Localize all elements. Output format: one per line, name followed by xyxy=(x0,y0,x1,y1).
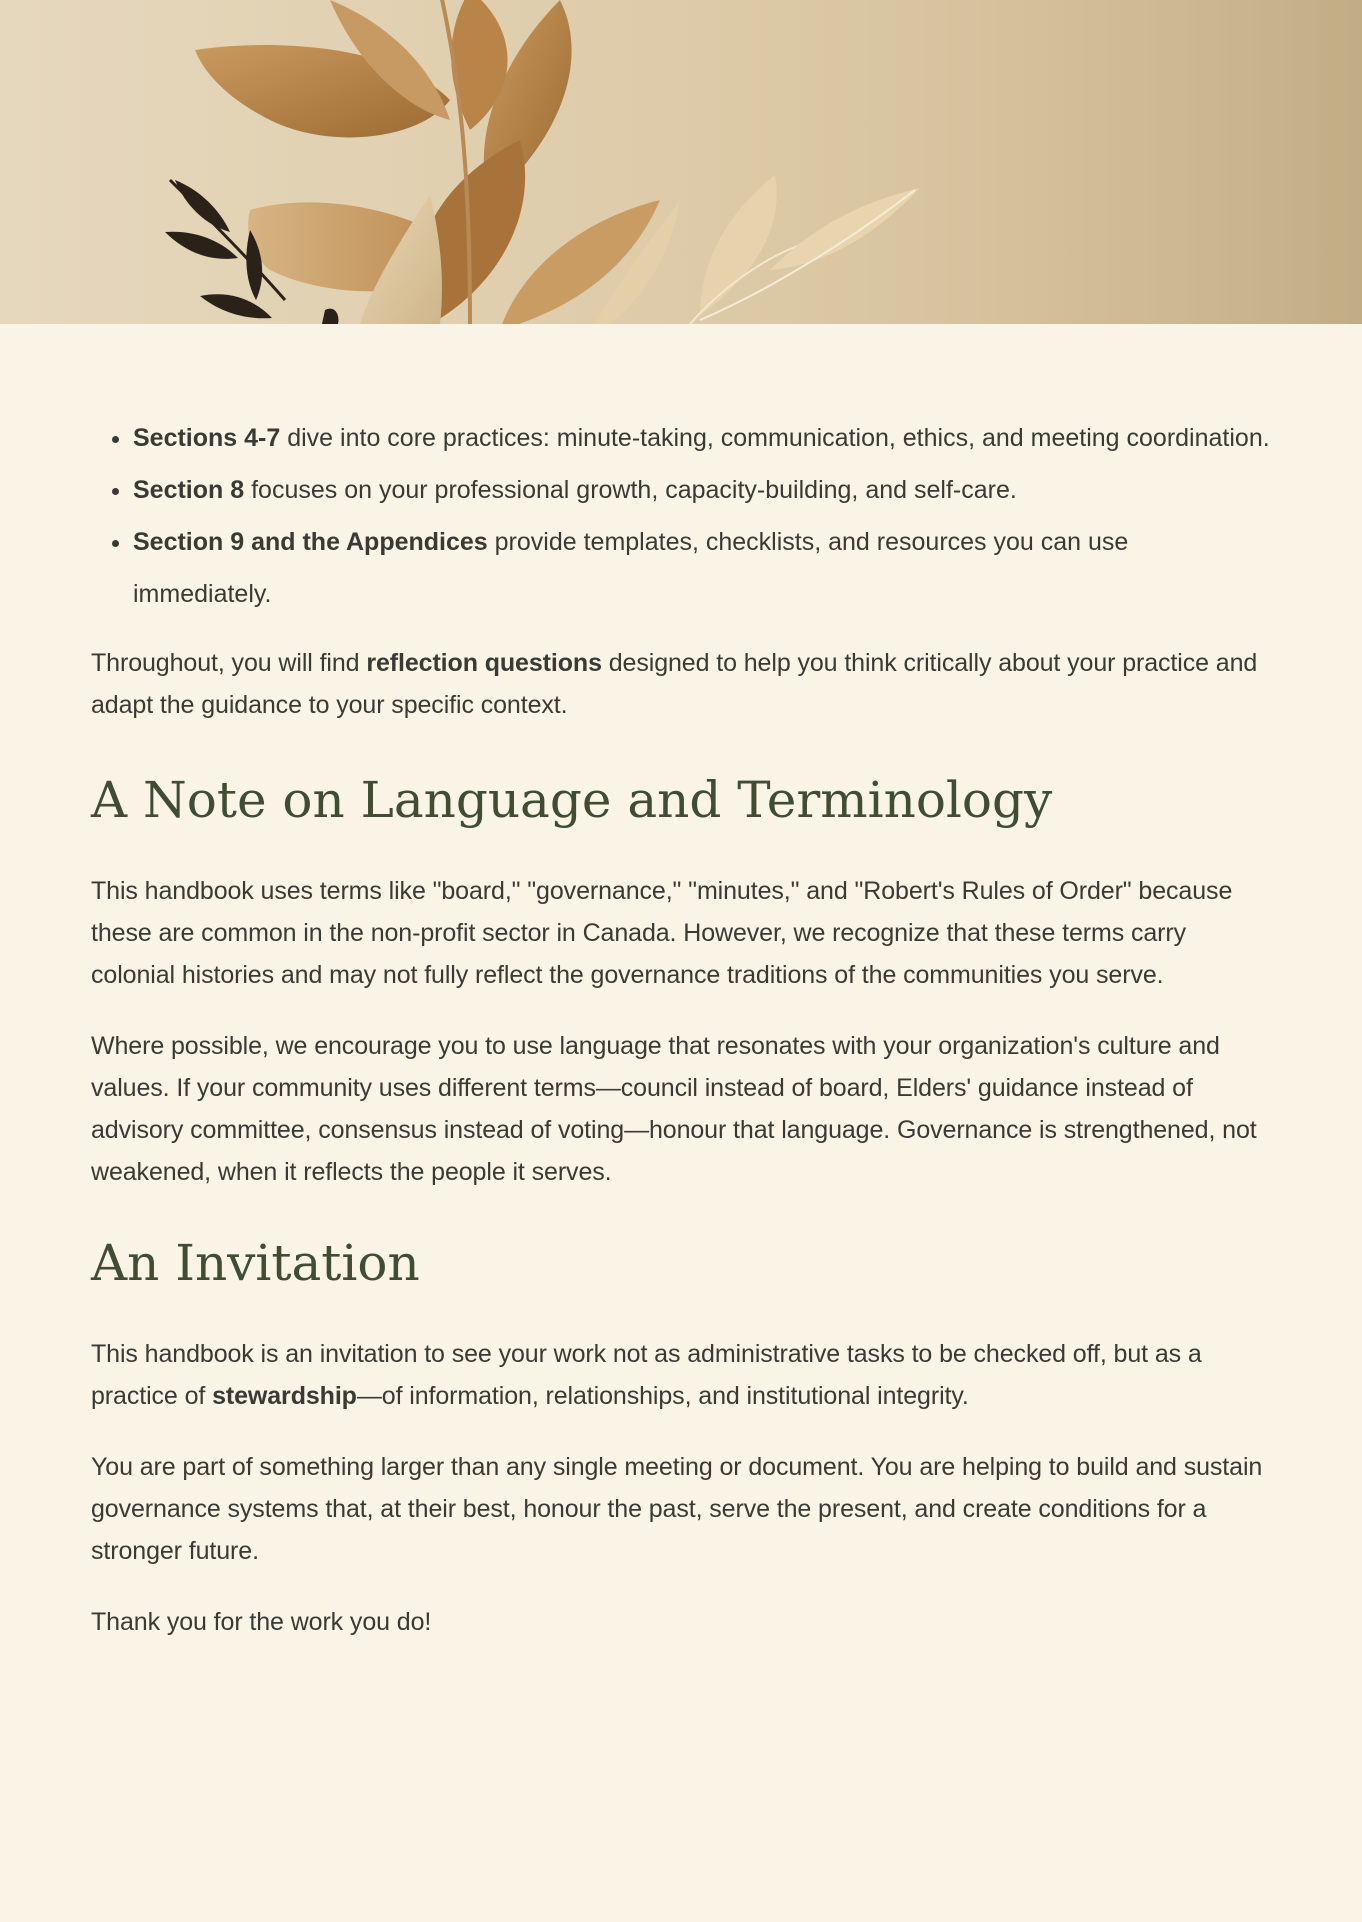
invitation-paragraph-2: You are part of something larger than any single meeting or document. You are helping to build and sustain governance systems that, at their best, honour the past, serve the present, and create conditions for a stronger future. xyxy=(91,1453,1263,1565)
document-body xyxy=(0,324,1362,1643)
invitation-paragraph-1 xyxy=(91,1333,1271,1417)
language-paragraph-2: Where possible, we encourage you to use language that resonates with your organization's culture and values. If your community uses different terms—council instead of board, Elders' guidance instead of advisory committee, consensus instead of voting—honour that language. Governance is strengthened, not weakened, when it reflects the people it serves. xyxy=(91,1032,1257,1186)
language-paragraph-1: This handbook uses terms like "board," "governance," "minutes," and "Robert's Rules of Order" because these are common in the non-profit sector in Canada. However, we recognize that these terms carry colonial histories and may not fully reflect the governance traditions of the communities you serve. xyxy=(91,877,1233,989)
list-item xyxy=(133,516,1271,620)
intro-text-after: designed to help you think critically about your practice and adapt the guidance to your specific context. xyxy=(91,649,1258,719)
language-heading: A Note on Language and Terminology xyxy=(91,771,1053,829)
invitation-text-after: —of information, relationships, and institutional integrity. xyxy=(356,1382,969,1410)
intro-bold: reflection questions xyxy=(366,649,602,677)
invitation-bold: stewardship xyxy=(212,1382,357,1410)
list-item-text: dive into core practices: minute-taking, communication, ethics, and meeting coordination. xyxy=(280,424,1270,452)
intro-paragraph xyxy=(91,642,1271,726)
list-item-text: provide templates, checklists, and resources you can use immediately. xyxy=(133,528,1129,608)
list-item-bold: Sections 4-7 xyxy=(133,424,281,452)
closing-thanks: Thank you for the work you do! xyxy=(91,1608,432,1636)
sections-list xyxy=(91,412,1271,620)
list-item xyxy=(133,464,1271,516)
paper-leaves-illustration xyxy=(0,0,1362,324)
list-item-bold: Section 8 xyxy=(133,476,245,504)
list-item xyxy=(133,412,1271,464)
invitation-text-before: This handbook is an invitation to see your work not as administrative tasks to be checked off, but as a practice of xyxy=(91,1340,1202,1410)
list-item-bold: Section 9 and the Appendices xyxy=(133,528,488,556)
hero-banner xyxy=(0,0,1362,324)
list-item-text: focuses on your professional growth, capacity-building, and self-care. xyxy=(244,476,1017,504)
intro-text-before: Throughout, you will find xyxy=(91,649,367,677)
invitation-heading: An Invitation xyxy=(91,1234,420,1292)
